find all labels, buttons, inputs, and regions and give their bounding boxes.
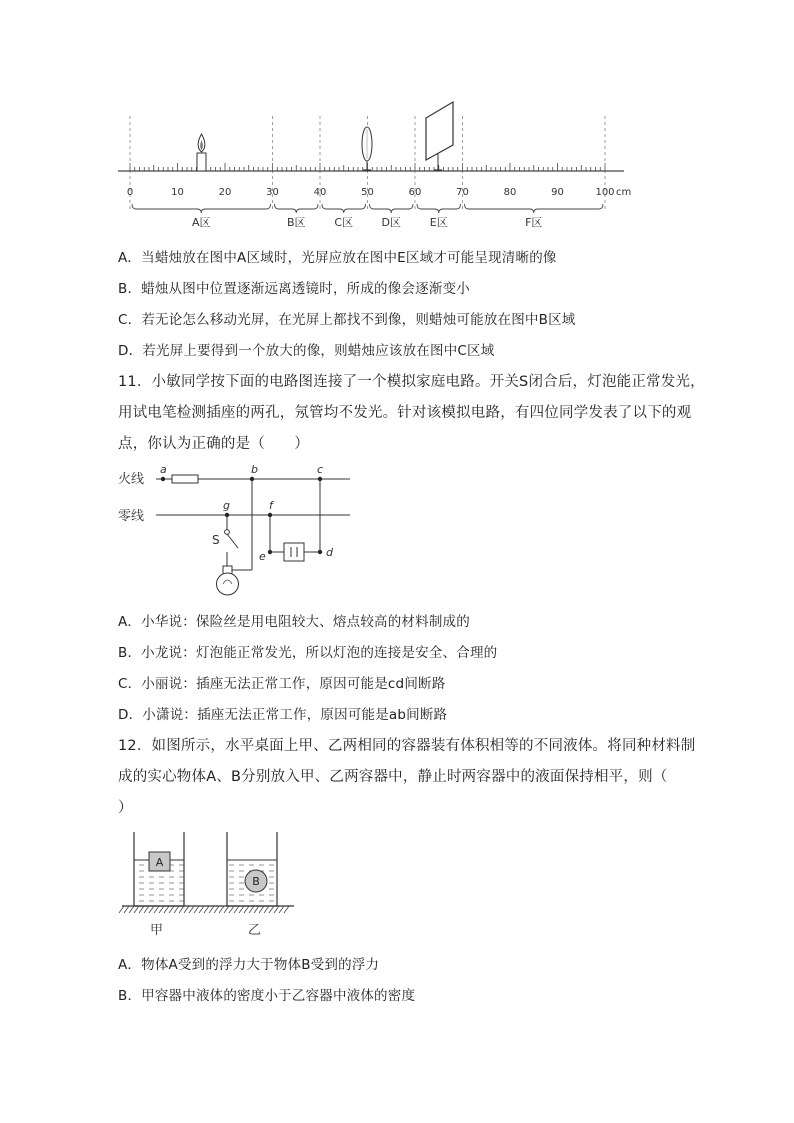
ruler-tick-label: 80	[503, 187, 517, 198]
ruler-tick-label: 60	[408, 187, 422, 198]
q11-option-c: C．小丽说：插座无法正常工作，原因可能是cd间断路	[118, 676, 446, 692]
light-screen-icon	[426, 102, 453, 171]
q11-option-d: D．小潇说：插座无法正常工作，原因可能是ab间断路	[118, 707, 448, 723]
q12-stem-line-1: 12．如图所示，水平桌面上甲、乙两相同的容器装有体积相等的不同液体。将同种材料制	[118, 738, 696, 754]
q11-option-a: A．小华说：保险丝是用电阻较大、熔点较高的材料制成的	[118, 614, 470, 630]
region-label: E区	[429, 216, 448, 229]
table-hatching	[119, 906, 289, 913]
ruler-tick-label: 70	[456, 187, 469, 198]
region-label: A区	[191, 216, 211, 229]
q11-stem-line-3: 点，你认为正确的是（ ）	[118, 436, 310, 452]
ruler-tick-label: 40	[313, 187, 327, 198]
household-circuit-diagram	[118, 460, 368, 605]
point-e-label: e	[259, 550, 266, 563]
point-d-label: d	[326, 546, 333, 559]
point-f-label: f	[269, 499, 273, 512]
container-jia-label: 甲	[150, 923, 164, 938]
switch-label: S	[212, 533, 220, 547]
container-yi-label: 乙	[248, 923, 262, 938]
q11-option-b: B．小龙说：灯泡能正常发光，所以灯泡的连接是安全、合理的	[118, 645, 498, 661]
ruler-tick-label: 50	[361, 187, 374, 198]
ruler-tick-label: 20	[218, 187, 232, 198]
q12-stem-line-2: 成的实心物体A、B分别放入甲、乙两容器中，静止时两容器中的液面保持相平，则（	[118, 769, 668, 785]
ruler-tick-label: 30	[266, 187, 279, 198]
object-b-label: B	[252, 875, 260, 888]
q12-stem-line-3: ）	[118, 800, 133, 816]
region-label: F区	[525, 216, 543, 229]
candle-icon	[197, 134, 206, 171]
live-wire-label: 火线	[118, 472, 145, 487]
q11-stem-line-1: 11．小敏同学按下面的电路图连接了一个模拟家庭电路。开关S闭合后，灯泡能正常发光，	[118, 374, 705, 390]
point-b-label: b	[251, 463, 258, 476]
convex-lens-icon	[362, 127, 372, 171]
q10-option-a: A．当蜡烛放在图中A区域时，光屏应放在图中E区域才可能呈现清晰的像	[118, 250, 557, 266]
ruler-tick-label: 0	[126, 187, 134, 198]
q10-option-d: D．若光屏上要得到一个放大的像，则蜡烛应该放在图中C区域	[118, 343, 495, 359]
containers-diagram	[118, 826, 303, 941]
ruler-tick-label: 100	[595, 187, 615, 198]
q12-option-b: B．甲容器中液体的密度小于乙容器中液体的密度	[118, 988, 416, 1004]
point-c-label: c	[317, 463, 324, 476]
socket-icon	[284, 543, 304, 561]
switch-icon	[227, 534, 238, 548]
ruler-unit: cm	[616, 187, 632, 198]
region-label: B区	[286, 216, 306, 229]
q11-stem-line-2: 用试电笔检测插座的两孔，氖管均不发光。针对该模拟电路，有四位同学发表了以下的观	[118, 405, 692, 421]
neutral-wire-label: 零线	[118, 509, 145, 524]
object-a-label: A	[155, 856, 164, 869]
ruler-tick-label: 10	[171, 187, 184, 198]
fuse-icon	[172, 475, 198, 483]
ruler-tick-label: 90	[551, 187, 564, 198]
q10-option-c: C．若无论怎么移动光屏，在光屏上都找不到像，则蜡烛可能放在图中B区域	[118, 312, 576, 328]
point-a-label: a	[160, 463, 167, 476]
region-label: C区	[334, 216, 354, 229]
q12-option-a: A．物体A受到的浮力大于物体B受到的浮力	[118, 957, 380, 973]
q10-option-b: B．蜡烛从图中位置逐渐远离透镜时，所成的像会逐渐变小	[118, 281, 470, 297]
optical-bench-figure	[118, 98, 648, 238]
point-g-label: g	[223, 499, 230, 512]
region-label: D区	[381, 216, 401, 229]
